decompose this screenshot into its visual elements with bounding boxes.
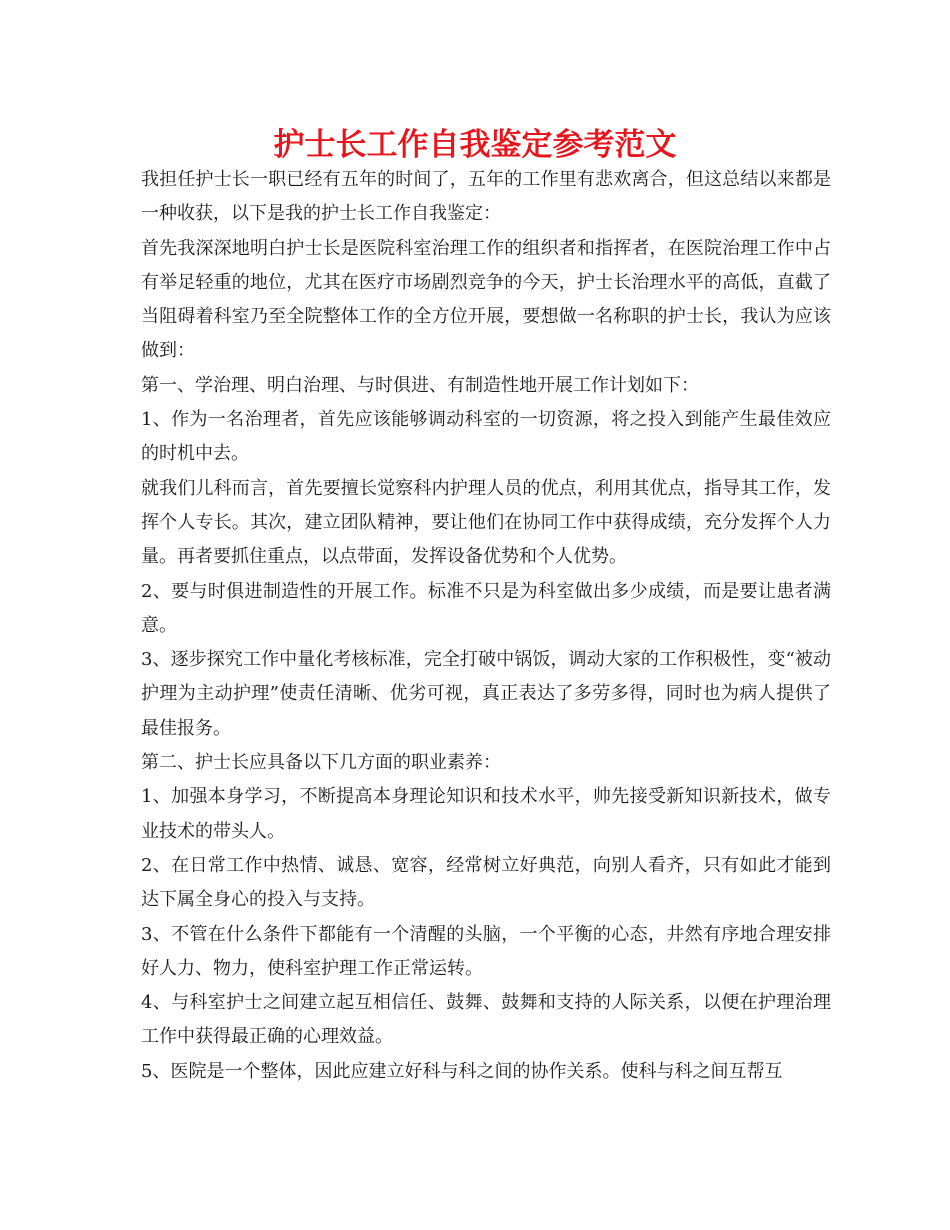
paragraph-pediatrics: 就我们儿科而言，首先要擅长觉察科内护理人员的优点，利用其优点，指导其工作，发挥个人专长。其次，建立团队精神，要让他们在协同工作中获得成绩，充分发挥个人力量。再者要抓住重点，以点带面，发挥设备优势和个人优势。 [141,477,831,568]
list-item-2-1: 1、加强本身学习，不断提高本身理论知识和技术水平，帅先接受新知识新技术，做专业技术的带头人。 [141,786,831,842]
list-item-1-1: 1、作为一名治理者，首先应该能够调动科室的一切资源，将之投入到能产生最佳效应的时机中去。 [141,409,831,465]
list-item-1-2: 2、要与时俱进制造性的开展工作。标准不只是为科室做出多少成绩，而是要让患者满意。 [141,580,831,636]
section-heading-second: 第二、护士长应具备以下几方面的职业素养： [141,752,501,774]
list-item-2-5: 5、医院是一个整体，因此应建立好科与科之间的协作关系。使科与科之间互帮互 [141,1060,783,1082]
list-item-2-3: 3、不管在什么条件下都能有一个清醒的头脑，一个平衡的心态，井然有序地合理安排好人力、物力，使科室护理工作正常运转。 [141,923,831,979]
paragraph-intro: 我担任护士长一职已经有五年的时间了，五年的工作里有悲欢离合，但这总结以来都是一种收获，以下是我的护士长工作自我鉴定： [141,169,831,225]
paragraph-role: 首先我深深地明白护士长是医院科室治理工作的组织者和指挥者，在医院治理工作中占有举足轻重的地位，尤其在医疗市场剧烈竞争的今天，护士长治理水平的高低，直截了当阻碍着科室乃至全院整体工作的全方位开展，要想做一名称职的护士长，我认为应该做到： [141,237,831,362]
list-item-2-2: 2、在日常工作中热情、诚恳、宽容，经常树立好典范，向别人看齐，只有如此才能到达下属全身心的投入与支持。 [141,854,831,911]
document-body [141,163,831,1089]
list-item-2-4: 4、与科室护士之间建立起互相信任、鼓舞、鼓舞和支持的人际关系，以便在护理治理工作中获得最正确的心理效益。 [141,992,831,1048]
list-item-1-3: 3、逐步探究工作中量化考核标准，完全打破中锅饭，调动大家的工作积极性，变“被动护理为主动护理”使责任清晰、优劣可视，真正表达了多劳多得，同时也为病人提供了最佳报务。 [141,649,831,739]
document-title: 护士长工作自我鉴定参考范文 [273,127,677,163]
section-heading-first: 第一、学治理、明白治理、与时俱进、有制造性地开展工作计划如下： [141,374,699,396]
